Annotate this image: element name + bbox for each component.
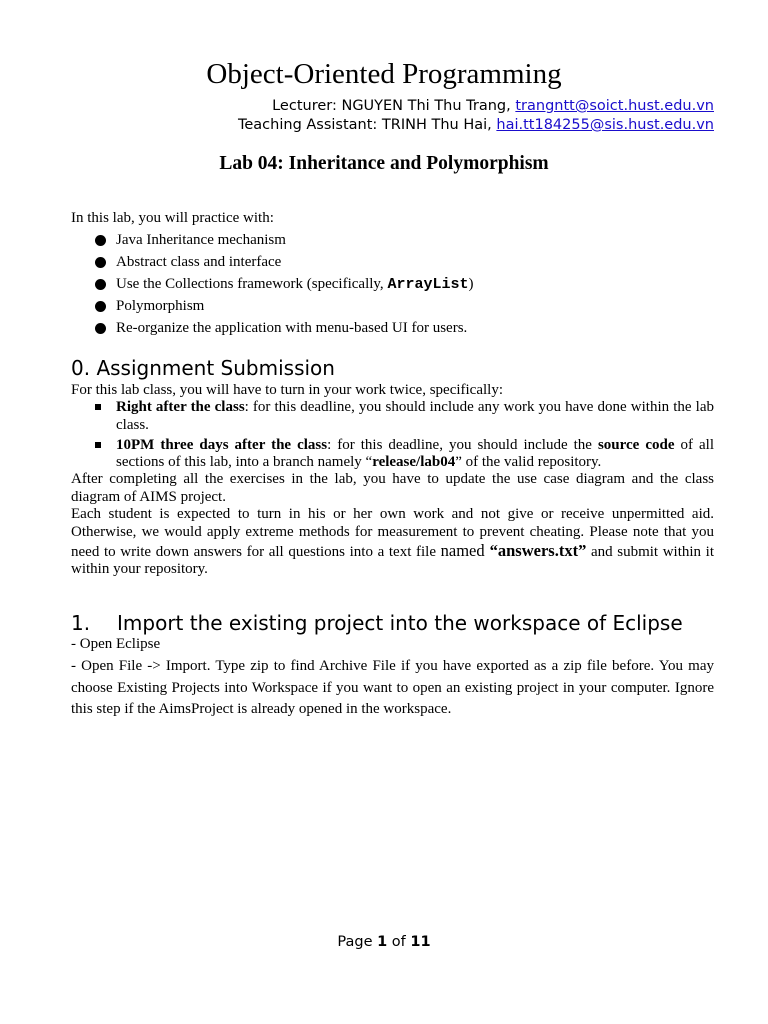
submission-intro: For this lab class, you will have to turn in your work twice, specifically:	[71, 382, 503, 398]
step-open-eclipse: - Open Eclipse	[71, 636, 161, 652]
deadline-label: Right after the class	[116, 399, 245, 415]
deadline-label: 10PM three days after the class	[116, 436, 328, 453]
list-item-text: Re-organize the application with menu-based UI for users.	[116, 320, 468, 336]
answers-file-name: “answers.txt”	[489, 540, 587, 560]
honesty-text-part: and submit within it within your repository.	[71, 543, 715, 578]
list-item-text: Polymorphism	[116, 298, 205, 314]
update-diagram-text: After completing all the exercises in the lab, you have to update the use case diagram and the class diagram of AIMS project.	[71, 471, 714, 505]
deadline-text: : for this deadline, you should include any work you have done within the lab class.	[116, 399, 714, 433]
assistant-email-link[interactable]: hai.tt184255@sis.hust.edu.vn	[496, 117, 714, 133]
list-item-text: Abstract class and interface	[116, 254, 282, 270]
code-arraylist: ArrayList	[387, 276, 469, 293]
section-heading-text: Import the existing project into the workspace of Eclipse	[117, 611, 683, 635]
list-item	[93, 317, 473, 339]
step-open-import: - Open File -> Import. Type zip to find Archive File if you have exported as a zip file before. You may choose Existing Projects into Workspace if you want to open an existing project in your computer. Ignore this step if the AimsProject is already opened in the workspace.	[71, 658, 714, 717]
intro-text: In this lab, you will practice with:	[71, 210, 274, 226]
page-footer	[0, 932, 768, 952]
page-current: 1	[377, 934, 388, 950]
deadline-text: : for this deadline, you should include the	[327, 436, 598, 453]
bullet-icon	[95, 235, 106, 246]
bullet-icon	[95, 301, 106, 312]
lecturer-label: Lecturer: NGUYEN Thi Thu Trang,	[272, 98, 516, 114]
branch-name: release/lab04	[372, 454, 456, 471]
section-heading-submission: 0. Assignment Submission	[71, 356, 335, 380]
of-word: of	[387, 934, 411, 950]
assistant-label: Teaching Assistant: TRINH Thu Hai,	[237, 117, 497, 133]
lecturer-line	[74, 97, 714, 116]
list-item	[93, 251, 473, 273]
list-item-text: Use the Collections framework (specifically,	[116, 276, 388, 292]
honesty-text-part: Each student is expected to turn in his or her own work and not give or receive unpermitted aid. Otherwise, we would apply extreme methods for measurement to prevent cheating. Please note that you need to write down answers for all questions into a text file	[71, 506, 714, 560]
square-bullet-icon	[95, 404, 101, 410]
assistant-line	[74, 116, 714, 135]
list-item	[93, 273, 473, 295]
bullet-icon	[95, 323, 106, 334]
list-item	[93, 437, 714, 473]
section-heading-import	[71, 610, 683, 636]
list-item	[93, 295, 473, 317]
bullet-icon	[95, 279, 106, 290]
honesty-text	[71, 506, 714, 579]
deadline-text: of all sections of this lab, into a branch namely “	[116, 436, 714, 471]
square-bullet-icon	[95, 442, 101, 448]
lab-title: Lab 04: Inheritance and Polymorphism	[219, 153, 549, 174]
document-title: Object-Oriented Programming	[206, 58, 562, 90]
list-item-text: Java Inheritance mechanism	[116, 232, 286, 248]
page-total: 11	[410, 934, 431, 950]
list-item-text: )	[468, 276, 474, 292]
list-item	[93, 229, 473, 251]
deadline-emphasis: source code	[597, 436, 675, 453]
honesty-text-part: named	[440, 540, 490, 560]
deadline-list	[93, 399, 714, 472]
practice-list	[93, 229, 473, 339]
deadline-text: ” of the valid repository.	[455, 454, 602, 471]
bullet-icon	[95, 257, 106, 268]
page-word: Page	[337, 934, 378, 950]
lecturer-email-link[interactable]: trangntt@soict.hust.edu.vn	[515, 98, 714, 114]
list-item	[93, 399, 714, 435]
section-number: 1.	[71, 611, 91, 635]
